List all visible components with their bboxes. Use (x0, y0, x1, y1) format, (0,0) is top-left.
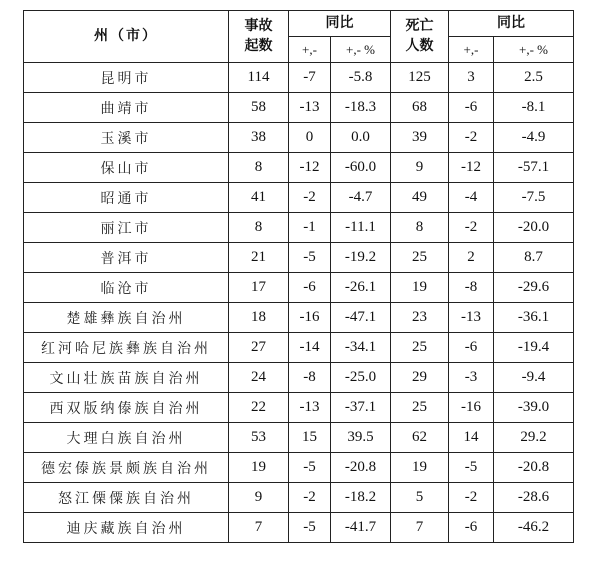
death-change: -6 (449, 333, 494, 363)
death-change: 14 (449, 423, 494, 453)
death-change-pct: 2.5 (494, 63, 574, 93)
death-change-pct: -19.4 (494, 333, 574, 363)
header-row-top (24, 11, 574, 37)
accident-change-pct: -20.8 (331, 453, 391, 483)
death-change: -2 (449, 483, 494, 513)
accident-count: 19 (229, 453, 289, 483)
accident-change-pct: -26.1 (331, 273, 391, 303)
table-row (24, 273, 574, 303)
table-body (24, 63, 574, 543)
death-count: 25 (391, 333, 449, 363)
header-accidents-yoy: 同比 (289, 11, 391, 37)
region-name: 临沧市 (24, 273, 229, 303)
table-row (24, 123, 574, 153)
death-change: -13 (449, 303, 494, 333)
accident-count: 17 (229, 273, 289, 303)
accident-count: 41 (229, 183, 289, 213)
table-header (24, 11, 574, 63)
accident-count: 53 (229, 423, 289, 453)
accident-change: -16 (289, 303, 331, 333)
accident-change: -2 (289, 483, 331, 513)
accident-change: -7 (289, 63, 331, 93)
death-change-pct: -20.0 (494, 213, 574, 243)
death-change-pct: -9.4 (494, 363, 574, 393)
death-count: 7 (391, 513, 449, 543)
region-name: 玉溪市 (24, 123, 229, 153)
header-deaths-change: +,- (449, 37, 494, 63)
accident-change-pct: -34.1 (331, 333, 391, 363)
death-change-pct: 29.2 (494, 423, 574, 453)
death-count: 23 (391, 303, 449, 333)
death-change: -2 (449, 123, 494, 153)
accident-count: 27 (229, 333, 289, 363)
death-count: 125 (391, 63, 449, 93)
death-change-pct: -20.8 (494, 453, 574, 483)
accident-count: 24 (229, 363, 289, 393)
accident-count: 8 (229, 153, 289, 183)
death-change: -12 (449, 153, 494, 183)
region-name: 昆明市 (24, 63, 229, 93)
table-row (24, 393, 574, 423)
accident-count: 114 (229, 63, 289, 93)
table-row (24, 153, 574, 183)
death-change: 3 (449, 63, 494, 93)
accident-count: 58 (229, 93, 289, 123)
death-count: 19 (391, 453, 449, 483)
table-row (24, 513, 574, 543)
accident-change: -5 (289, 513, 331, 543)
accident-change: 15 (289, 423, 331, 453)
accident-count: 22 (229, 393, 289, 423)
death-change: -8 (449, 273, 494, 303)
accident-change-pct: 0.0 (331, 123, 391, 153)
accident-change: -2 (289, 183, 331, 213)
header-deaths-line2: 人数 (405, 38, 434, 54)
table-row (24, 363, 574, 393)
death-change: -3 (449, 363, 494, 393)
accident-count: 18 (229, 303, 289, 333)
death-change-pct: 8.7 (494, 243, 574, 273)
death-count: 39 (391, 123, 449, 153)
region-name: 西双版纳傣族自治州 (24, 393, 229, 423)
accident-count: 38 (229, 123, 289, 153)
death-change-pct: -57.1 (494, 153, 574, 183)
region-name: 保山市 (24, 153, 229, 183)
accident-count: 7 (229, 513, 289, 543)
region-name: 楚雄彝族自治州 (24, 303, 229, 333)
header-accidents-change-pct: +,- % (331, 37, 391, 63)
header-accidents-line2: 起数 (244, 38, 273, 54)
accident-change-pct: -60.0 (331, 153, 391, 183)
stats-table (23, 10, 574, 543)
death-change-pct: -4.9 (494, 123, 574, 153)
header-deaths-yoy: 同比 (449, 11, 574, 37)
region-name: 怒江傈僳族自治州 (24, 483, 229, 513)
region-name: 普洱市 (24, 243, 229, 273)
table-row (24, 93, 574, 123)
accident-change-pct: -11.1 (331, 213, 391, 243)
header-deaths (391, 11, 449, 63)
table-row (24, 243, 574, 273)
accident-change-pct: -37.1 (331, 393, 391, 423)
death-change-pct: -29.6 (494, 273, 574, 303)
accident-change: -14 (289, 333, 331, 363)
accident-change-pct: -25.0 (331, 363, 391, 393)
region-name: 大理白族自治州 (24, 423, 229, 453)
region-name: 迪庆藏族自治州 (24, 513, 229, 543)
table-row (24, 63, 574, 93)
table-row (24, 333, 574, 363)
death-change: -5 (449, 453, 494, 483)
header-accidents (229, 11, 289, 63)
accident-change: -13 (289, 93, 331, 123)
death-count: 29 (391, 363, 449, 393)
death-change: -6 (449, 93, 494, 123)
region-name: 丽江市 (24, 213, 229, 243)
accident-change: -8 (289, 363, 331, 393)
region-name: 德宏傣族景颇族自治州 (24, 453, 229, 483)
death-count: 49 (391, 183, 449, 213)
death-count: 5 (391, 483, 449, 513)
death-change: -6 (449, 513, 494, 543)
accident-change-pct: -5.8 (331, 63, 391, 93)
accident-count: 8 (229, 213, 289, 243)
accident-change-pct: -41.7 (331, 513, 391, 543)
header-region: 州（市） (24, 11, 229, 63)
region-name: 红河哈尼族彝族自治州 (24, 333, 229, 363)
death-change-pct: -28.6 (494, 483, 574, 513)
death-change: -4 (449, 183, 494, 213)
death-change-pct: -8.1 (494, 93, 574, 123)
death-change: 2 (449, 243, 494, 273)
accident-change: -13 (289, 393, 331, 423)
header-deaths-line1: 死亡 (405, 18, 434, 34)
death-count: 25 (391, 393, 449, 423)
region-name: 文山壮族苗族自治州 (24, 363, 229, 393)
accident-change-pct: 39.5 (331, 423, 391, 453)
table-row (24, 213, 574, 243)
header-deaths-change-pct: +,- % (494, 37, 574, 63)
accident-change: -5 (289, 453, 331, 483)
death-count: 8 (391, 213, 449, 243)
death-count: 19 (391, 273, 449, 303)
death-count: 68 (391, 93, 449, 123)
header-accidents-line1: 事故 (244, 18, 273, 34)
accident-change-pct: -4.7 (331, 183, 391, 213)
death-change-pct: -39.0 (494, 393, 574, 423)
death-count: 62 (391, 423, 449, 453)
accident-change-pct: -18.2 (331, 483, 391, 513)
table-row (24, 303, 574, 333)
table-row (24, 453, 574, 483)
table-row (24, 483, 574, 513)
accident-change: -1 (289, 213, 331, 243)
table-row (24, 423, 574, 453)
death-count: 25 (391, 243, 449, 273)
death-change-pct: -36.1 (494, 303, 574, 333)
accident-change-pct: -18.3 (331, 93, 391, 123)
death-change: -2 (449, 213, 494, 243)
table-row (24, 183, 574, 213)
accident-count: 9 (229, 483, 289, 513)
region-name: 昭通市 (24, 183, 229, 213)
accident-change: -12 (289, 153, 331, 183)
death-change-pct: -46.2 (494, 513, 574, 543)
accident-change: -5 (289, 243, 331, 273)
region-name: 曲靖市 (24, 93, 229, 123)
death-count: 9 (391, 153, 449, 183)
accident-change: 0 (289, 123, 331, 153)
death-change: -16 (449, 393, 494, 423)
accident-change-pct: -19.2 (331, 243, 391, 273)
header-accidents-change: +,- (289, 37, 331, 63)
accident-count: 21 (229, 243, 289, 273)
accident-change-pct: -47.1 (331, 303, 391, 333)
death-change-pct: -7.5 (494, 183, 574, 213)
accident-change: -6 (289, 273, 331, 303)
